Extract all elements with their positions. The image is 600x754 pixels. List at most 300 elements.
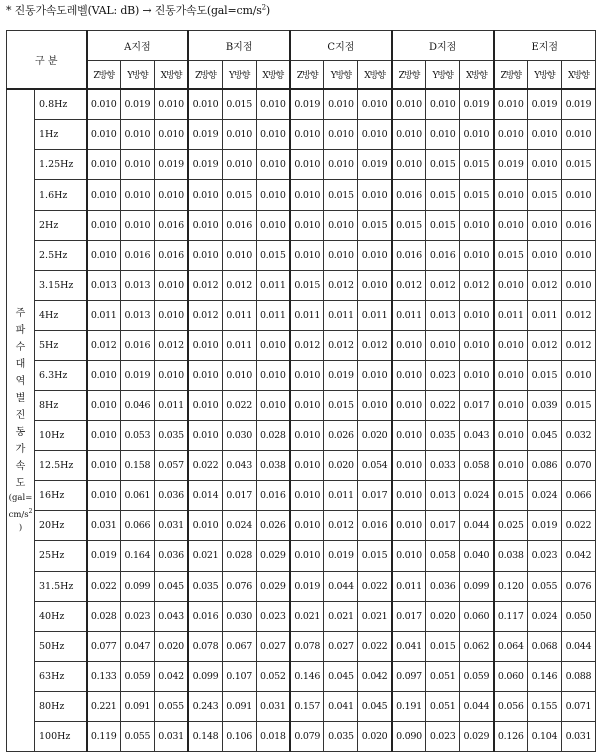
value-cell: 0.010: [256, 210, 290, 240]
value-cell: 0.017: [222, 481, 256, 511]
table-row: [7, 180, 596, 210]
value-cell: 0.055: [154, 691, 188, 721]
value-cell: 0.045: [527, 421, 561, 451]
value-cell: 0.041: [392, 631, 426, 661]
value-cell: 0.012: [561, 330, 595, 360]
direction-header: Y방향: [426, 61, 460, 89]
value-cell: 0.022: [87, 571, 121, 601]
value-cell: 0.024: [222, 511, 256, 541]
value-cell: 0.016: [222, 210, 256, 240]
frequency-cell: 25Hz: [35, 541, 87, 571]
frequency-cell: 2Hz: [35, 210, 87, 240]
value-cell: 0.020: [324, 451, 358, 481]
value-cell: 0.010: [87, 150, 121, 180]
value-cell: 0.099: [460, 571, 494, 601]
value-cell: 0.015: [426, 210, 460, 240]
value-cell: 0.024: [527, 601, 561, 631]
value-cell: 0.058: [426, 541, 460, 571]
table-row: [7, 360, 596, 390]
value-cell: 0.012: [154, 330, 188, 360]
value-cell: 0.010: [561, 270, 595, 300]
value-cell: 0.010: [188, 89, 222, 120]
value-cell: 0.052: [256, 661, 290, 691]
value-cell: 0.029: [460, 721, 494, 751]
value-cell: 0.012: [290, 330, 324, 360]
value-cell: 0.066: [120, 511, 154, 541]
value-cell: 0.015: [358, 210, 392, 240]
value-cell: 0.088: [561, 661, 595, 691]
value-cell: 0.010: [561, 120, 595, 150]
value-cell: 0.044: [561, 631, 595, 661]
value-cell: 0.010: [290, 391, 324, 421]
value-cell: 0.035: [426, 421, 460, 451]
direction-header: Z방향: [188, 61, 222, 89]
value-cell: 0.010: [222, 150, 256, 180]
value-cell: 0.010: [154, 360, 188, 390]
value-cell: 0.019: [188, 150, 222, 180]
value-cell: 0.010: [290, 451, 324, 481]
value-cell: 0.019: [358, 150, 392, 180]
value-cell: 0.058: [460, 451, 494, 481]
value-cell: 0.119: [87, 721, 121, 751]
value-cell: 0.016: [358, 511, 392, 541]
caption-text: * 진동가속도레벨(VAL: dB) → 진동가속도(gal=cm/s: [6, 4, 262, 17]
value-cell: 0.010: [188, 511, 222, 541]
value-cell: 0.067: [222, 631, 256, 661]
value-cell: 0.047: [120, 631, 154, 661]
value-cell: 0.010: [87, 481, 121, 511]
value-cell: 0.086: [527, 451, 561, 481]
value-cell: 0.013: [87, 270, 121, 300]
value-cell: 0.023: [256, 601, 290, 631]
value-cell: 0.062: [460, 631, 494, 661]
frequency-cell: 6.3Hz: [35, 360, 87, 390]
value-cell: 0.044: [460, 511, 494, 541]
value-cell: 0.019: [561, 89, 595, 120]
value-cell: 0.038: [256, 451, 290, 481]
value-cell: 0.010: [188, 421, 222, 451]
direction-header: Y방향: [222, 61, 256, 89]
value-cell: 0.107: [222, 661, 256, 691]
label-char: 주: [15, 308, 26, 320]
value-cell: 0.028: [87, 601, 121, 631]
group-label: 구 분: [7, 31, 87, 89]
value-cell: 0.078: [290, 631, 324, 661]
value-cell: 0.010: [426, 330, 460, 360]
value-cell: 0.120: [494, 571, 528, 601]
value-cell: 0.031: [561, 721, 595, 751]
frequency-cell: 100Hz: [35, 721, 87, 751]
value-cell: 0.043: [222, 451, 256, 481]
table-row: [7, 270, 596, 300]
value-cell: 0.061: [120, 481, 154, 511]
direction-header: Z방향: [392, 61, 426, 89]
value-cell: 0.035: [154, 421, 188, 451]
value-cell: 0.010: [324, 150, 358, 180]
value-cell: 0.019: [188, 120, 222, 150]
value-cell: 0.097: [392, 661, 426, 691]
value-cell: 0.070: [561, 451, 595, 481]
value-cell: 0.010: [188, 180, 222, 210]
value-cell: 0.010: [256, 120, 290, 150]
table-row: [7, 661, 596, 691]
value-cell: 0.015: [460, 150, 494, 180]
value-cell: 0.022: [426, 391, 460, 421]
value-cell: 0.013: [120, 270, 154, 300]
value-cell: 0.010: [460, 240, 494, 270]
direction-header: Z방향: [290, 61, 324, 89]
value-cell: 0.010: [494, 391, 528, 421]
point-e-header: E지점: [494, 31, 596, 61]
table-row: [7, 541, 596, 571]
value-cell: 0.078: [188, 631, 222, 661]
value-cell: 0.060: [460, 601, 494, 631]
value-cell: 0.022: [222, 391, 256, 421]
value-cell: 0.010: [87, 89, 121, 120]
value-cell: 0.010: [324, 89, 358, 120]
value-cell: 0.057: [154, 451, 188, 481]
value-cell: 0.064: [494, 631, 528, 661]
value-cell: 0.020: [154, 631, 188, 661]
value-cell: 0.012: [358, 330, 392, 360]
value-cell: 0.019: [324, 541, 358, 571]
value-cell: 0.010: [392, 391, 426, 421]
value-cell: 0.010: [527, 150, 561, 180]
value-cell: 0.019: [460, 89, 494, 120]
value-cell: 0.040: [460, 541, 494, 571]
value-cell: 0.031: [154, 511, 188, 541]
value-cell: 0.012: [561, 300, 595, 330]
value-cell: 0.013: [426, 300, 460, 330]
value-cell: 0.010: [290, 481, 324, 511]
value-cell: 0.013: [120, 300, 154, 330]
value-cell: 0.015: [290, 270, 324, 300]
table-row: [7, 421, 596, 451]
table-row: [7, 391, 596, 421]
value-cell: 0.056: [494, 691, 528, 721]
value-cell: 0.164: [120, 541, 154, 571]
value-cell: 0.010: [87, 120, 121, 150]
value-cell: 0.010: [494, 360, 528, 390]
value-cell: 0.019: [290, 89, 324, 120]
value-cell: 0.010: [392, 360, 426, 390]
value-cell: 0.010: [188, 240, 222, 270]
value-cell: 0.068: [527, 631, 561, 661]
value-cell: 0.013: [426, 481, 460, 511]
value-cell: 0.011: [527, 300, 561, 330]
value-cell: 0.015: [527, 180, 561, 210]
value-cell: 0.011: [222, 300, 256, 330]
frequency-cell: 3.15Hz: [35, 270, 87, 300]
header-row-points: [7, 31, 596, 61]
value-cell: 0.022: [188, 451, 222, 481]
direction-header: X방향: [561, 61, 595, 89]
value-cell: 0.010: [358, 270, 392, 300]
direction-header: Z방향: [87, 61, 121, 89]
value-cell: 0.014: [188, 481, 222, 511]
value-cell: 0.044: [324, 571, 358, 601]
value-cell: 0.028: [222, 541, 256, 571]
value-cell: 0.045: [358, 691, 392, 721]
value-cell: 0.030: [222, 601, 256, 631]
frequency-cell: 16Hz: [35, 481, 87, 511]
value-cell: 0.051: [426, 661, 460, 691]
value-cell: 0.076: [561, 571, 595, 601]
value-cell: 0.035: [324, 721, 358, 751]
value-cell: 0.012: [527, 270, 561, 300]
frequency-cell: 31.5Hz: [35, 571, 87, 601]
value-cell: 0.030: [222, 421, 256, 451]
frequency-cell: 1.6Hz: [35, 180, 87, 210]
value-cell: 0.017: [426, 511, 460, 541]
value-cell: 0.015: [426, 150, 460, 180]
value-cell: 0.071: [561, 691, 595, 721]
value-cell: 0.017: [392, 601, 426, 631]
value-cell: 0.010: [120, 210, 154, 240]
value-cell: 0.012: [87, 330, 121, 360]
value-cell: 0.015: [358, 541, 392, 571]
value-cell: 0.010: [222, 360, 256, 390]
value-cell: 0.010: [324, 240, 358, 270]
value-cell: 0.099: [120, 571, 154, 601]
value-cell: 0.055: [120, 721, 154, 751]
value-cell: 0.077: [87, 631, 121, 661]
unit-close: ): [18, 523, 23, 534]
value-cell: 0.060: [494, 661, 528, 691]
label-char: 대: [15, 359, 26, 371]
frequency-cell: 4Hz: [35, 300, 87, 330]
value-cell: 0.010: [256, 150, 290, 180]
value-cell: 0.015: [222, 89, 256, 120]
table-row: [7, 511, 596, 541]
caption-exponent: 2: [261, 3, 266, 12]
value-cell: 0.010: [561, 360, 595, 390]
value-cell: 0.045: [154, 571, 188, 601]
value-cell: 0.011: [256, 300, 290, 330]
value-cell: 0.059: [120, 661, 154, 691]
value-cell: 0.010: [392, 541, 426, 571]
value-cell: 0.024: [460, 481, 494, 511]
value-cell: 0.191: [392, 691, 426, 721]
value-cell: 0.010: [290, 240, 324, 270]
value-cell: 0.028: [256, 421, 290, 451]
point-b-header: B지점: [188, 31, 290, 61]
value-cell: 0.010: [561, 240, 595, 270]
table-row: [7, 601, 596, 631]
value-cell: 0.015: [460, 180, 494, 210]
value-cell: 0.031: [87, 511, 121, 541]
value-cell: 0.146: [527, 661, 561, 691]
value-cell: 0.011: [256, 270, 290, 300]
value-cell: 0.010: [460, 120, 494, 150]
value-cell: 0.146: [290, 661, 324, 691]
value-cell: 0.012: [324, 270, 358, 300]
value-cell: 0.126: [494, 721, 528, 751]
value-cell: 0.033: [426, 451, 460, 481]
value-cell: 0.019: [527, 89, 561, 120]
value-cell: 0.010: [120, 150, 154, 180]
frequency-cell: 1Hz: [35, 120, 87, 150]
value-cell: 0.010: [290, 421, 324, 451]
value-cell: 0.133: [87, 661, 121, 691]
value-cell: 0.020: [426, 601, 460, 631]
value-cell: 0.010: [290, 150, 324, 180]
value-cell: 0.010: [426, 89, 460, 120]
value-cell: 0.010: [460, 360, 494, 390]
value-cell: 0.010: [527, 240, 561, 270]
value-cell: 0.066: [561, 481, 595, 511]
frequency-cell: 2.5Hz: [35, 240, 87, 270]
direction-header: Y방향: [324, 61, 358, 89]
value-cell: 0.106: [222, 721, 256, 751]
value-cell: 0.010: [87, 240, 121, 270]
value-cell: 0.016: [154, 240, 188, 270]
value-cell: 0.023: [426, 721, 460, 751]
value-cell: 0.017: [460, 391, 494, 421]
frequency-cell: 8Hz: [35, 391, 87, 421]
value-cell: 0.044: [460, 691, 494, 721]
value-cell: 0.020: [358, 421, 392, 451]
value-cell: 0.117: [494, 601, 528, 631]
value-cell: 0.059: [460, 661, 494, 691]
value-cell: 0.010: [188, 330, 222, 360]
value-cell: 0.043: [460, 421, 494, 451]
table-row: [7, 240, 596, 270]
direction-header: X방향: [256, 61, 290, 89]
value-cell: 0.010: [290, 210, 324, 240]
value-cell: 0.099: [188, 661, 222, 691]
value-cell: 0.010: [392, 451, 426, 481]
value-cell: 0.010: [87, 210, 121, 240]
value-cell: 0.015: [494, 240, 528, 270]
frequency-cell: 0.8Hz: [35, 89, 87, 120]
value-cell: 0.042: [154, 661, 188, 691]
value-cell: 0.148: [188, 721, 222, 751]
label-char: 별: [15, 393, 26, 405]
frequency-band-label: [7, 89, 35, 752]
direction-header: X방향: [460, 61, 494, 89]
value-cell: 0.011: [324, 481, 358, 511]
value-cell: 0.010: [154, 300, 188, 330]
value-cell: 0.010: [290, 541, 324, 571]
value-cell: 0.010: [188, 360, 222, 390]
value-cell: 0.026: [324, 421, 358, 451]
value-cell: 0.011: [324, 300, 358, 330]
value-cell: 0.012: [527, 330, 561, 360]
value-cell: 0.091: [222, 691, 256, 721]
value-cell: 0.043: [154, 601, 188, 631]
value-cell: 0.027: [324, 631, 358, 661]
value-cell: 0.010: [256, 180, 290, 210]
value-cell: 0.011: [358, 300, 392, 330]
value-cell: 0.010: [392, 421, 426, 451]
frequency-cell: 50Hz: [35, 631, 87, 661]
value-cell: 0.050: [561, 601, 595, 631]
label-char: 도: [15, 478, 26, 490]
label-char: 속: [15, 461, 26, 473]
value-cell: 0.016: [188, 601, 222, 631]
value-cell: 0.015: [222, 180, 256, 210]
value-cell: 0.010: [290, 511, 324, 541]
unit-exponent: 2: [28, 508, 33, 516]
value-cell: 0.010: [358, 120, 392, 150]
value-cell: 0.016: [392, 240, 426, 270]
value-cell: 0.010: [494, 451, 528, 481]
value-cell: 0.010: [256, 391, 290, 421]
value-cell: 0.010: [494, 330, 528, 360]
label-char: 동: [15, 427, 26, 439]
value-cell: 0.031: [256, 691, 290, 721]
value-cell: 0.012: [324, 511, 358, 541]
table-header: [7, 31, 596, 89]
value-cell: 0.010: [324, 210, 358, 240]
value-cell: 0.010: [358, 391, 392, 421]
value-cell: 0.012: [324, 330, 358, 360]
value-cell: 0.010: [494, 180, 528, 210]
value-cell: 0.104: [527, 721, 561, 751]
value-cell: 0.010: [154, 270, 188, 300]
value-cell: 0.010: [358, 89, 392, 120]
value-cell: 0.016: [392, 180, 426, 210]
value-cell: 0.012: [392, 270, 426, 300]
value-cell: 0.015: [324, 180, 358, 210]
value-cell: 0.019: [527, 511, 561, 541]
value-cell: 0.019: [324, 360, 358, 390]
value-cell: 0.010: [87, 180, 121, 210]
value-cell: 0.015: [561, 150, 595, 180]
value-cell: 0.010: [256, 330, 290, 360]
value-cell: 0.010: [154, 89, 188, 120]
value-cell: 0.011: [290, 300, 324, 330]
value-cell: 0.010: [358, 180, 392, 210]
table-row: [7, 210, 596, 240]
value-cell: 0.091: [120, 691, 154, 721]
value-cell: 0.015: [392, 210, 426, 240]
value-cell: 0.026: [256, 511, 290, 541]
frequency-cell: 5Hz: [35, 330, 87, 360]
value-cell: 0.010: [392, 481, 426, 511]
value-cell: 0.055: [527, 571, 561, 601]
value-cell: 0.016: [154, 210, 188, 240]
value-cell: 0.016: [426, 240, 460, 270]
value-cell: 0.029: [256, 571, 290, 601]
direction-header: Y방향: [527, 61, 561, 89]
table-row: [7, 120, 596, 150]
value-cell: 0.022: [358, 571, 392, 601]
value-cell: 0.011: [494, 300, 528, 330]
value-cell: 0.010: [188, 210, 222, 240]
value-cell: 0.017: [358, 481, 392, 511]
value-cell: 0.157: [290, 691, 324, 721]
value-cell: 0.010: [120, 180, 154, 210]
value-cell: 0.053: [120, 421, 154, 451]
table-row: [7, 150, 596, 180]
value-cell: 0.010: [120, 120, 154, 150]
table-row: [7, 631, 596, 661]
value-cell: 0.022: [561, 511, 595, 541]
table-body: [7, 89, 596, 752]
direction-header: Y방향: [120, 61, 154, 89]
label-char: 파: [15, 325, 26, 337]
vibration-acceleration-table: [6, 30, 596, 752]
value-cell: 0.016: [561, 210, 595, 240]
value-cell: 0.079: [290, 721, 324, 751]
value-cell: 0.010: [527, 120, 561, 150]
value-cell: 0.041: [324, 691, 358, 721]
value-cell: 0.029: [256, 541, 290, 571]
value-cell: 0.022: [358, 631, 392, 661]
direction-header: Z방향: [494, 61, 528, 89]
